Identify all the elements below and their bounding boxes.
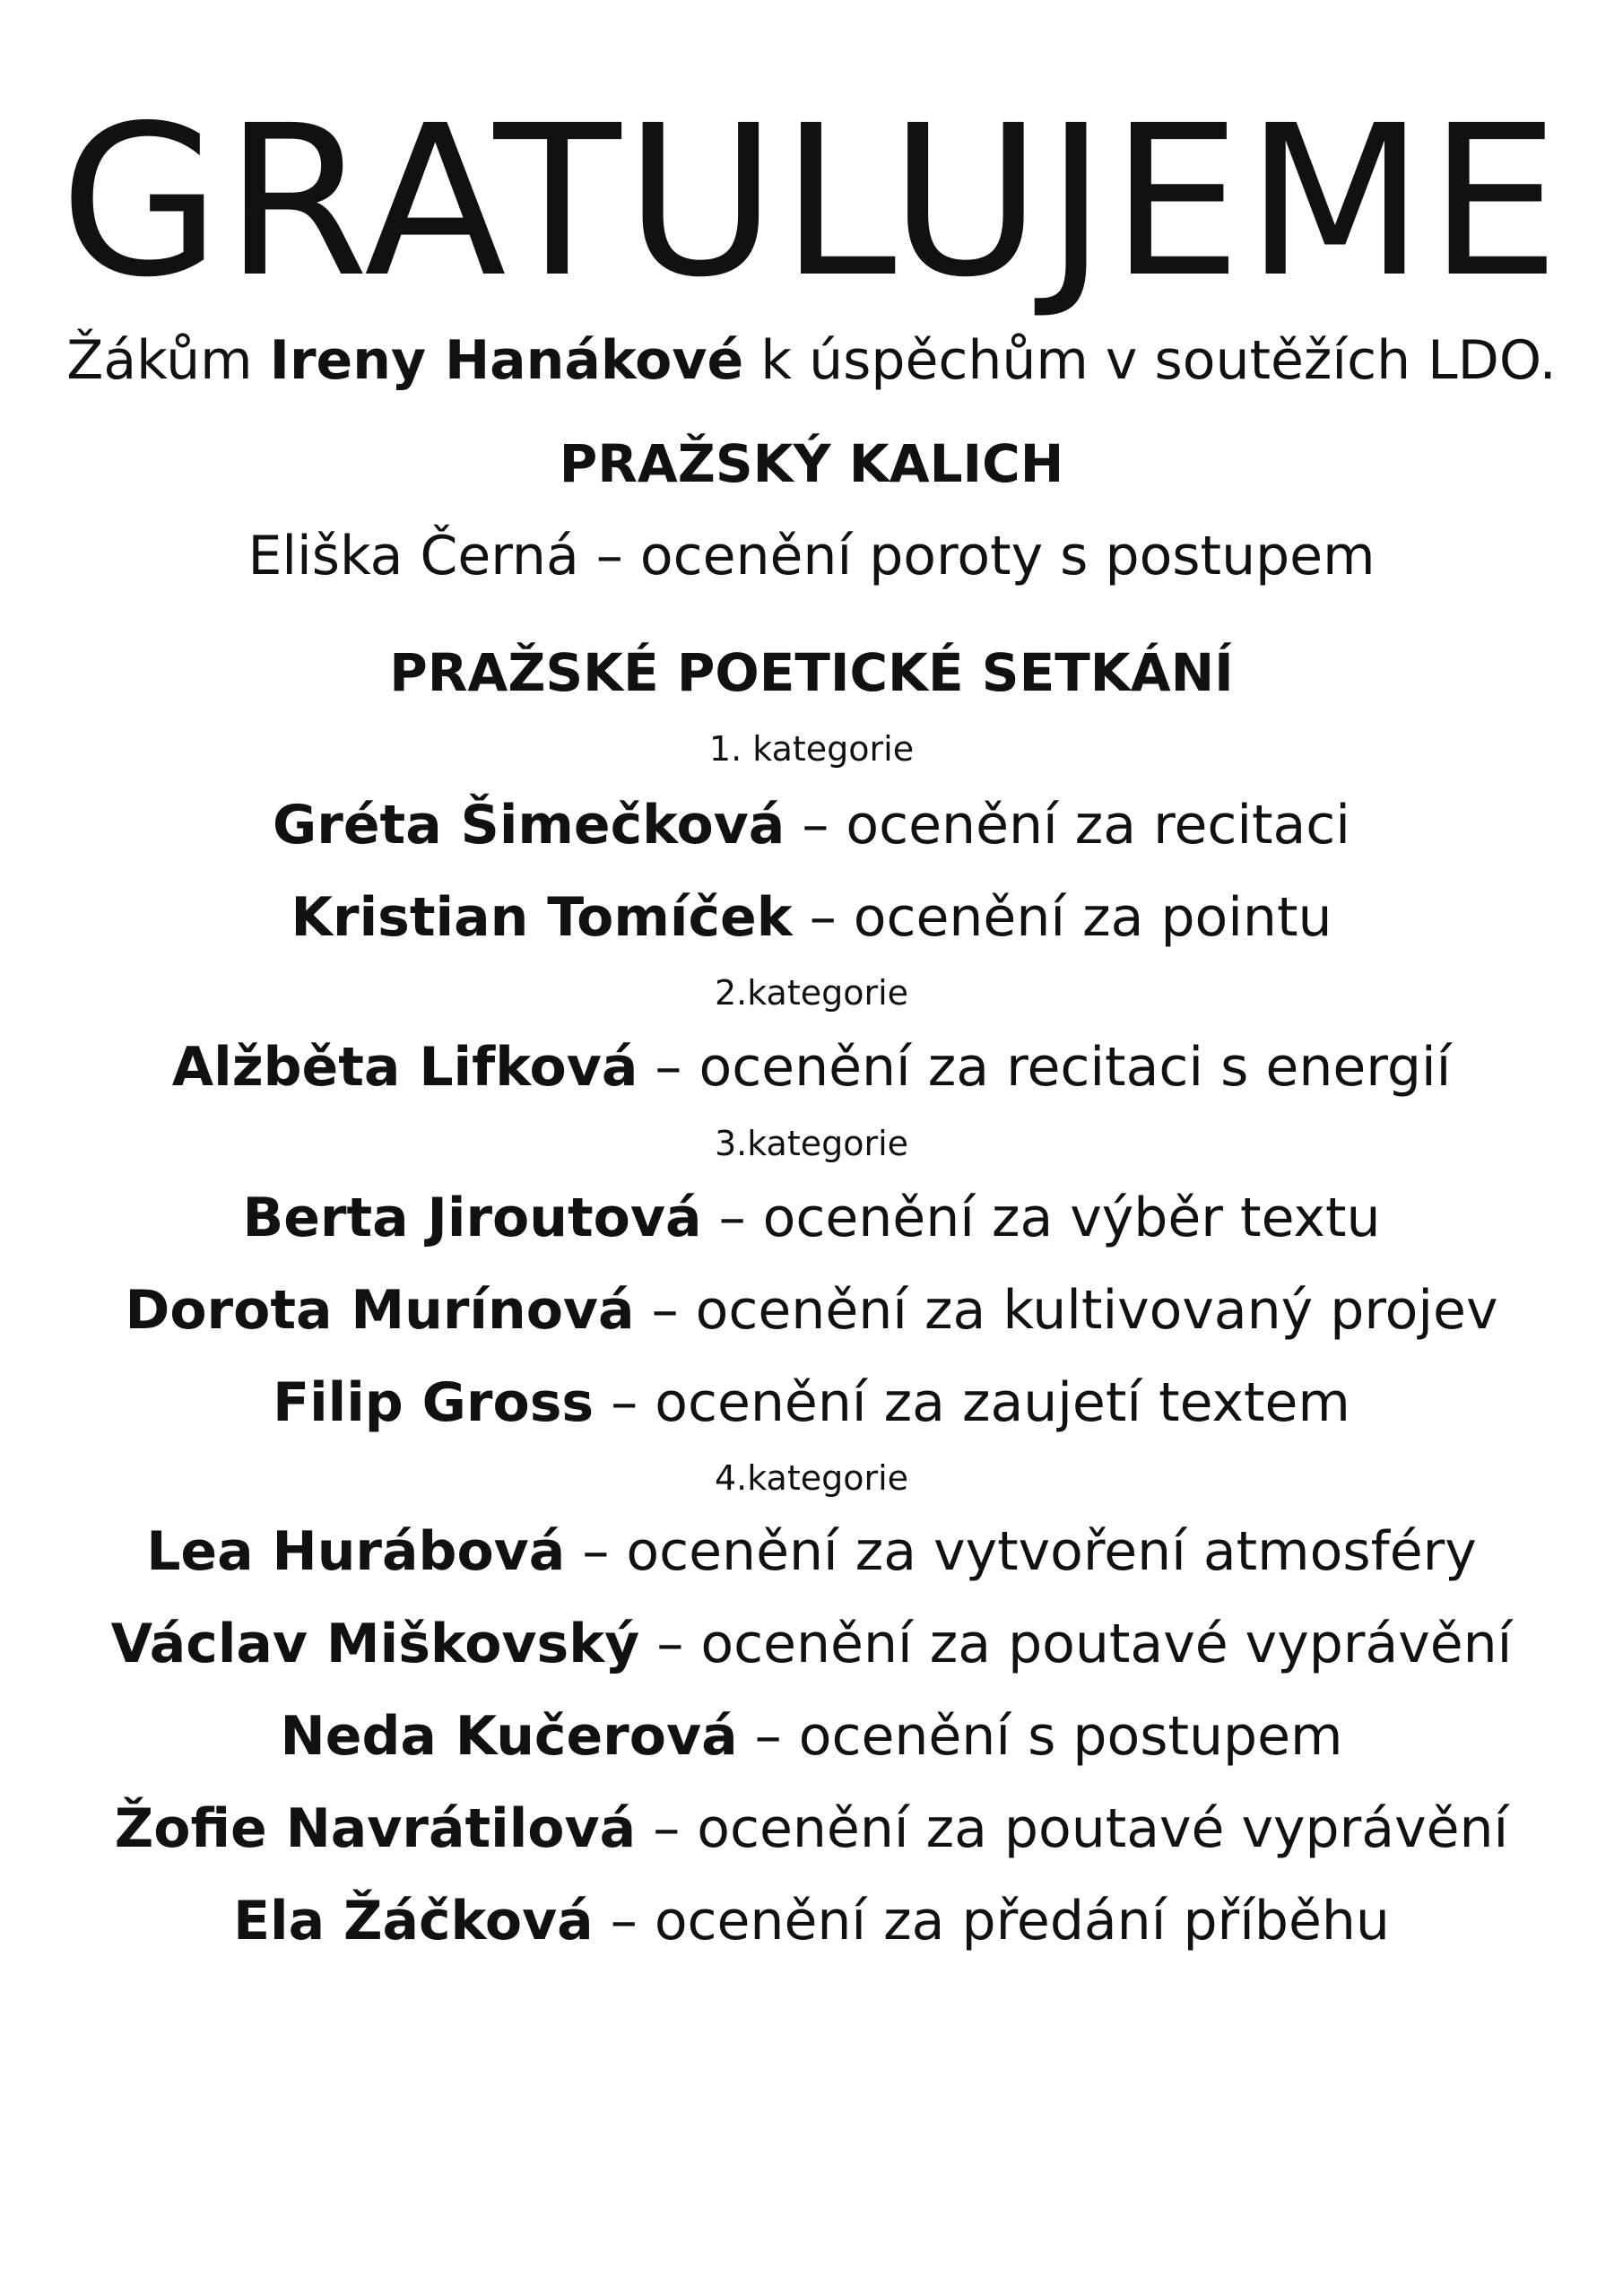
award-text: – ocenění za zaujetí textem	[611, 1371, 1350, 1434]
award-person: Alžběta Lifková	[171, 1036, 638, 1099]
award-line	[0, 1274, 1623, 1346]
award-person: Kristian Tomíček	[291, 886, 793, 949]
category-label: 1. kategorie	[708, 729, 915, 769]
award-line	[0, 520, 1623, 592]
award-line	[0, 1885, 1623, 1957]
award-text: – ocenění za výběr textu	[718, 1187, 1381, 1249]
award-person: Žofie Navrátilová	[114, 1797, 637, 1860]
page-title: GRATULUJEME	[59, 81, 1564, 323]
award-text: – ocenění za kultivovaný projev	[651, 1279, 1498, 1342]
award-person: Gréta Šimečková	[273, 794, 785, 857]
award-person: Ela Žáčková	[233, 1890, 594, 1952]
award-person: Dorota Murínová	[125, 1279, 635, 1342]
award-text: – ocenění za vytvoření atmosféry	[582, 1520, 1477, 1583]
intro-suffix: k úspěchům v soutěžích LDO.	[760, 329, 1557, 392]
section-heading: PRAŽSKÉ POETICKÉ SETKÁNÍ	[389, 642, 1234, 703]
award-line	[0, 882, 1623, 953]
award-line	[0, 789, 1623, 861]
award-line	[0, 1608, 1623, 1680]
intro-prefix: Žákům	[66, 329, 253, 392]
award-person: Eliška Černá	[247, 525, 579, 587]
intro-line	[0, 325, 1623, 396]
award-text: – ocenění za poutavé vyprávění	[653, 1797, 1509, 1860]
award-text: – ocenění za poutavé vyprávění	[656, 1613, 1513, 1675]
award-person: Filip Gross	[273, 1371, 595, 1434]
award-line	[0, 1793, 1623, 1865]
award-text: – ocenění za předání příběhu	[610, 1890, 1390, 1952]
category-label: 4.kategorie	[714, 1458, 909, 1498]
award-text: – ocenění s postupem	[754, 1705, 1343, 1768]
award-line	[0, 1700, 1623, 1772]
award-text: – ocenění za recitaci	[802, 794, 1350, 857]
section-heading: PRAŽSKÝ KALICH	[559, 433, 1064, 494]
award-text: – ocenění poroty s postupem	[595, 525, 1376, 587]
category-label: 2.kategorie	[714, 973, 909, 1013]
award-line	[0, 1367, 1623, 1439]
category-label: 3.kategorie	[714, 1124, 909, 1163]
award-text: – ocenění za pointu	[809, 886, 1332, 949]
award-line	[0, 1516, 1623, 1587]
award-line	[0, 1182, 1623, 1254]
award-person: Lea Hurábová	[146, 1520, 566, 1583]
intro-teacher: Ireny Hanákové	[269, 329, 744, 392]
award-person: Václav Miškovský	[110, 1613, 640, 1675]
award-person: Neda Kučerová	[280, 1705, 738, 1768]
award-text: – ocenění za recitaci s energií	[655, 1036, 1452, 1099]
award-line	[0, 1031, 1623, 1103]
award-person: Berta Jiroutová	[242, 1187, 702, 1249]
